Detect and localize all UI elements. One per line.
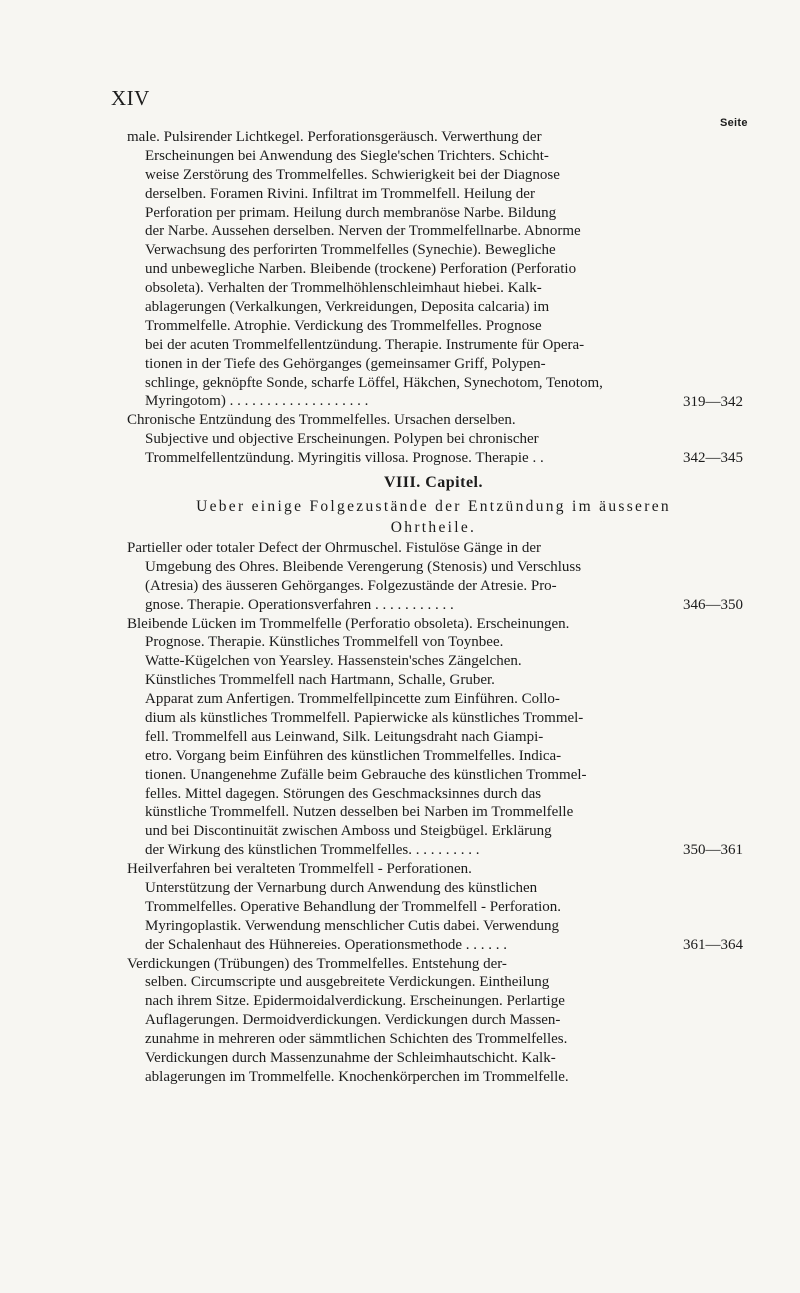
text-line: ablagerungen (Verkalkungen, Verkreidungen, Deposita calcaria) im (145, 299, 550, 316)
text-line: Heilverfahren bei veralteten Trommelfell - Perforationen. (127, 861, 472, 878)
text-line: Erscheinungen bei Anwendung des Siegle'schen Trichters. Schicht- (145, 147, 549, 164)
toc-entry-trommelfell-perforation (127, 128, 743, 411)
text-line: tionen. Unangenehme Zufälle beim Gebrauche des künstlichen Trommel- (145, 766, 587, 783)
toc-text (127, 128, 743, 1087)
text-line: der Narbe. Aussehen derselben. Nerven der Trommelfellnarbe. Abnorme (145, 223, 581, 240)
text-line: Trommelfelle. Atrophie. Verdickung des Trommelfelles. Prognose (145, 317, 542, 334)
text-line: Partieller oder totaler Defect der Ohrmuschel. Fistulöse Gänge in der (127, 539, 542, 556)
text-line: Perforation per primam. Heilung durch membranöse Narbe. Bildung (145, 204, 557, 221)
toc-entry-kuenstliches-trommelfell (127, 615, 743, 861)
page-column-label: Seite (720, 117, 748, 129)
text-line: Watte-Kügelchen von Yearsley. Hassenstein'sches Zängelchen. (145, 653, 522, 670)
text-line: tionen in der Tiefe des Gehörganges (gemeinsamer Griff, Polypen- (145, 355, 546, 372)
page-range: 350—361 (683, 842, 743, 859)
text-line: und bei Discontinuität zwischen Amboss und Steigbügel. Erklärung (145, 823, 552, 840)
text-line: Subjective und objective Erscheinungen. Polypen bei chronischer (145, 431, 539, 448)
page-range: 319—342 (683, 393, 743, 410)
text-line: Apparat zum Anfertigen. Trommelfellpincette zum Einführen. Collo- (145, 691, 560, 708)
text-line: Bleibende Lücken im Trommelfelle (Perforatio obsoleta). Erscheinungen. (127, 615, 570, 632)
toc-entry-ohrmuschel-defect (127, 539, 743, 615)
text-line: Chronische Entzündung des Trommelfelles. Ursachen derselben. (127, 412, 516, 429)
text-line: (Atresia) des äusseren Gehörganges. Folgezustände der Atresie. Pro- (145, 577, 557, 594)
text-line-last: gnose. Therapie. Operationsverfahren . . . . . . . . . . . (145, 596, 454, 613)
text-line-last: der Wirkung des künstlichen Trommelfelles. . . . . . . . . . (145, 842, 480, 859)
text-line: derselben. Foramen Rivini. Infiltrat im Trommelfell. Heilung der (145, 185, 535, 202)
text-line: künstliche Trommelfell. Nutzen desselben bei Narben im Trommelfelle (145, 804, 574, 821)
text-line: Unterstützung der Vernarbung durch Anwendung des künstlichen (145, 879, 538, 896)
chapter-heading-continued: Ohrtheile. (390, 518, 477, 536)
toc-entry-heilverfahren (127, 860, 743, 954)
text-line: nach ihrem Sitze. Epidermoidalverdickung. Erscheinungen. Perlartige (145, 993, 565, 1010)
text-line: ablagerungen im Trommelfelle. Knochenkörperchen im Trommelfelle. (145, 1068, 569, 1085)
text-line: fell. Trommelfell aus Leinwand, Silk. Leitungsdraht nach Giampi- (145, 728, 544, 745)
page-range: 361—364 (683, 936, 743, 953)
text-line: Auflagerungen. Dermoidverdickungen. Verdickungen durch Massen- (145, 1012, 561, 1029)
text-line: dium als künstliches Trommelfell. Papierwicke als künstliches Trommel- (145, 709, 584, 726)
text-line: Verwachsung des perforirten Trommelfelles (Synechie). Bewegliche (145, 242, 556, 259)
chapter-title: VIII. Capitel. (383, 474, 483, 492)
text-line-last: Trommelfellentzündung. Myringitis villosa. Prognose. Therapie . . (145, 450, 544, 467)
text-line: male. Pulsirender Lichtkegel. Perforationsgeräusch. Verwerthung der (127, 129, 542, 145)
text-line: bei der acuten Trommelfellentzündung. Therapie. Instrumente für Opera- (145, 336, 585, 353)
page-range: 342—345 (683, 450, 743, 467)
toc-entry-chronische-entzuendung (127, 411, 743, 468)
text-line: Trommelfelles. Operative Behandlung der Trommelfell - Perforation. (145, 898, 562, 915)
text-line: Umgebung des Ohres. Bleibende Verengerung (Stenosis) und Verschluss (145, 558, 582, 575)
text-line-last: der Schalenhaut des Hühnereies. Operationsmethode . . . . . . (145, 936, 507, 953)
toc-entry-verdickungen (127, 955, 740, 1087)
page-range: 346—350 (683, 596, 743, 613)
text-line: schlinge, geknöpfte Sonde, scharfe Löffel, Häkchen, Synechotom, Tenotom, (145, 374, 603, 391)
page-number: XIV (111, 86, 150, 110)
text-line: obsoleta). Verhalten der Trommelhöhlenschleimhaut hiebei. Kalk- (145, 280, 542, 297)
text-line: weise Zerstörung des Trommelfelles. Schwierigkeit bei der Diagnose (145, 166, 560, 183)
chapter-heading: Ueber einige Folgezustände der Entzündung im äusseren (196, 497, 671, 515)
text-line: Verdickungen (Trübungen) des Trommelfelles. Entstehung der- (127, 955, 507, 972)
text-line: Künstliches Trommelfell nach Hartmann, Schalle, Gruber. (145, 672, 495, 689)
text-line: Verdickungen durch Massenzunahme der Schleimhautschicht. Kalk- (145, 1049, 556, 1066)
text-line: felles. Mittel dagegen. Störungen des Geschmacksinnes durch das (145, 785, 542, 802)
text-line-last: Myringotom) . . . . . . . . . . . . . . . . . . . (145, 393, 369, 410)
text-line: Myringoplastik. Verwendung menschlicher Cutis dabei. Verwendung (145, 917, 559, 934)
text-line: zunahme in mehreren oder sämmtlichen Schichten des Trommelfelles. (145, 1031, 568, 1048)
text-line: selben. Circumscripte und ausgebreitete Verdickungen. Eintheilung (145, 974, 550, 991)
text-line: und unbewegliche Narben. Bleibende (trockene) Perforation (Perforatio (145, 261, 577, 278)
text-line: Prognose. Therapie. Künstliches Trommelfell von Toynbee. (145, 634, 504, 651)
text-line: etro. Vorgang beim Einführen des künstlichen Trommelfelles. Indica- (145, 747, 562, 764)
